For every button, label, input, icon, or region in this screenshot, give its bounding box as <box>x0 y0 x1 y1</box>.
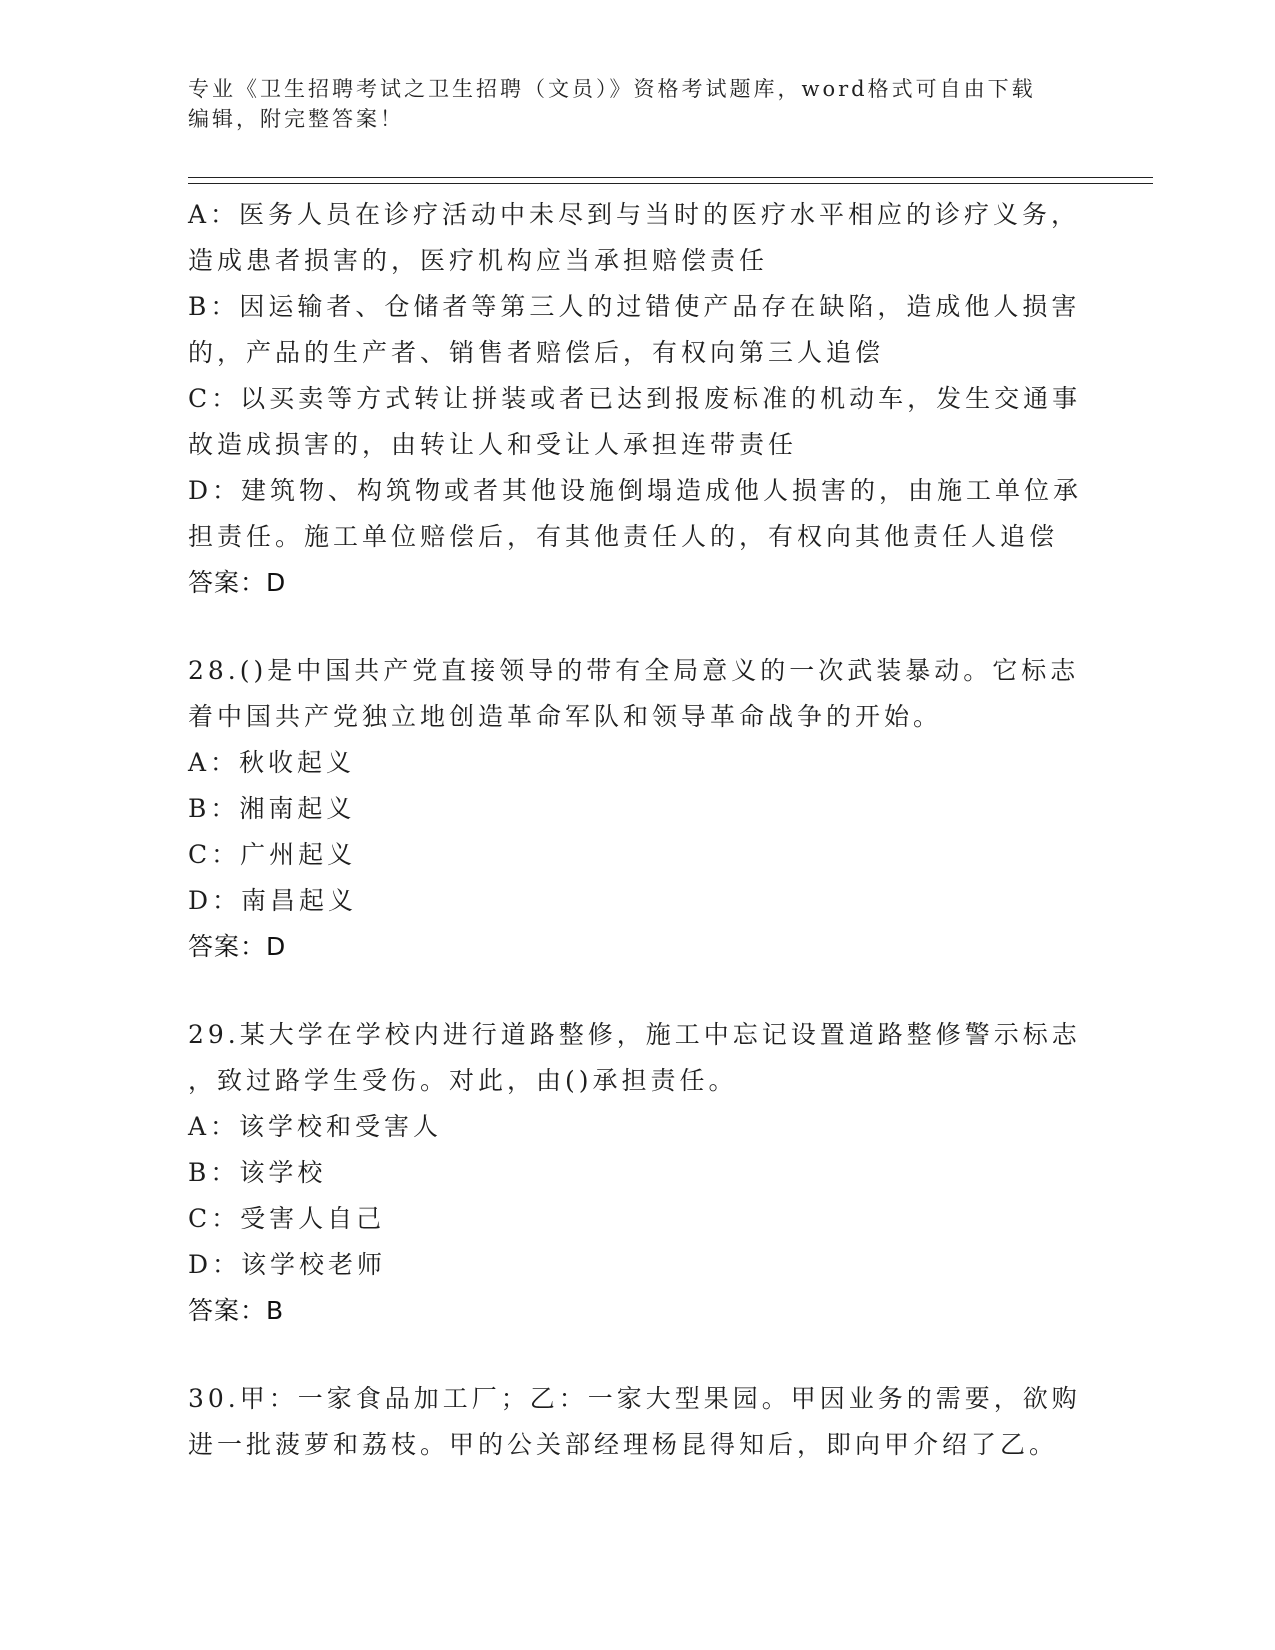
option-c-line-1: C：以买卖等方式转让拼装或者已达到报废标准的机动车，发生交通事 <box>188 384 1082 413</box>
option-d: D：该学校老师 <box>188 1250 387 1279</box>
option-c: C：受害人自己 <box>188 1204 386 1233</box>
option-b-line-2: 的，产品的生产者、销售者赔偿后，有权向第三人追偿 <box>188 338 885 367</box>
question-stem-line-1: 29.某大学在学校内进行道路整修，施工中忘记设置道路整修警示标志 <box>188 1020 1081 1049</box>
header-line-2: 编辑，附完整答案！ <box>188 107 404 131</box>
question-stem-line-2: 进一批菠萝和荔枝。甲的公关部经理杨昆得知后，即向甲介绍了乙。 <box>188 1430 1059 1459</box>
option-d-line-2: 担责任。施工单位赔偿后，有其他责任人的，有权向其他责任人追偿 <box>188 522 1059 551</box>
question-stem-line-1: 30.甲：一家食品加工厂；乙：一家大型果园。甲因业务的需要，欲购 <box>188 1384 1081 1413</box>
question-stem-line-2: ，致过路学生受伤。对此，由()承担责任。 <box>188 1066 738 1095</box>
option-d: D：南昌起义 <box>188 886 358 915</box>
option-a: A：秋收起义 <box>188 748 356 777</box>
option-b-line-1: B：因运输者、仓储者等第三人的过错使产品存在缺陷，造成他人损害 <box>188 292 1081 321</box>
option-b: B：湘南起义 <box>188 794 356 823</box>
question-28 <box>188 648 1078 970</box>
question-stem-line-2: 着中国共产党独立地创造革命军队和领导革命战争的开始。 <box>188 702 943 731</box>
option-a-line-2: 造成患者损害的，医疗机构应当承担赔偿责任 <box>188 246 769 275</box>
answer-27: 答案：D <box>188 568 287 597</box>
option-a-line-1: A：医务人员在诊疗活动中未尽到与当时的医疗水平相应的诊疗义务， <box>188 200 1081 229</box>
question-stem-line-1: 28.()是中国共产党直接领导的带有全局意义的一次武装暴动。它标志 <box>188 656 1080 685</box>
option-a: A：该学校和受害人 <box>188 1112 443 1141</box>
question-30 <box>188 1376 1081 1468</box>
answer-29: 答案：B <box>188 1296 285 1325</box>
option-c-line-2: 故造成损害的，由转让人和受让人承担连带责任 <box>188 430 798 459</box>
document-header <box>188 74 1088 134</box>
option-d-line-1: D：建筑物、构筑物或者其他设施倒塌造成他人损害的，由施工单位承 <box>188 476 1083 505</box>
header-line-1: 专业《卫生招聘考试之卫生招聘（文员）》资格考试题库，word格式可自由下载 <box>188 77 1036 101</box>
document-body <box>188 192 1083 1468</box>
header-divider-top <box>188 177 1153 178</box>
answer-28: 答案：D <box>188 932 287 961</box>
header-divider-bottom <box>188 183 1153 184</box>
question-27 <box>188 192 1083 606</box>
option-b: B：该学校 <box>188 1158 327 1187</box>
question-29 <box>188 1012 1081 1334</box>
option-c: C：广州起义 <box>188 840 357 869</box>
